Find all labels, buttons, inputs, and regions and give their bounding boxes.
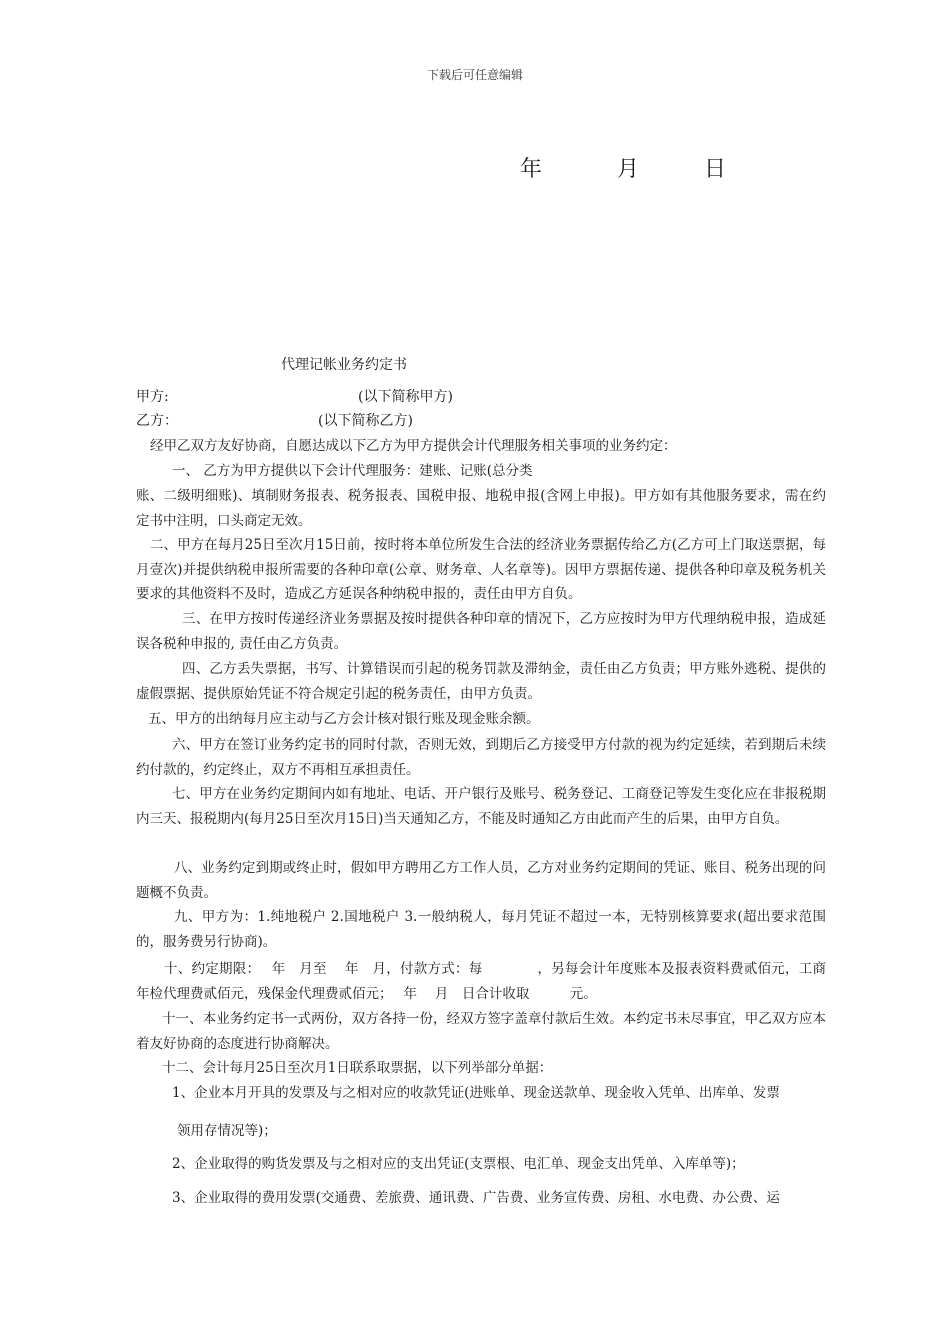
clause-4: 四、乙方丢失票据，书写、计算错误而引起的税务罚款及滞纳金，责任由乙方负责；甲方账外逃税、提供的虚假票据、提供原始凭证不符合规定引起的税务责任，由甲方负责。 xyxy=(136,661,826,702)
document-title: 代理记帐业务约定书 xyxy=(281,357,407,373)
clause-2: 二、甲方在每月25日至次月15日前，按时将本单位所发生合法的经济业务票据传给乙方(乙方可上门取送票据，每月壹次)并提供纳税申报所需要的各种印章(公章、财务章、人名章等)。因甲方票据传递、提供各种印章及税务机关要求的其他资料不及时，造成乙方延误各种纳税申报的，责任由甲方自负。 xyxy=(136,537,826,602)
clause-9: 九、甲方为：1.纯地税户 2.国地税户 3.一般纳税人，每月凭证不超过一本，无特别核算要求(超出要求范围的，服务费另行协商)。 xyxy=(136,909,826,950)
signing-date xyxy=(520,152,728,183)
date-year: 年 xyxy=(520,157,545,182)
clause-10: 十、约定期限： 年 月至 年 月，付款方式：每 ，另每会计年度账本及报表资料费贰佰元，工商年检代理费贰佰元，残保金代理费贰佰元； 年 月 日合计收取 元。 xyxy=(136,961,826,1002)
clause-1-first-line: 一、 乙方为甲方提供以下会计代理服务：建账、记账(总分类 xyxy=(172,463,533,479)
clause-6: 六、甲方在签订业务约定书的同时付款，否则无效，到期后乙方接受甲方付款的视为约定延续，若到期后未续约付款的，约定终止，双方不再相互承担责任。 xyxy=(136,737,826,778)
clause-5: 五、甲方的出纳每月应主动与乙方会计核对银行账及现金账余额。 xyxy=(148,711,540,727)
list-item-3: 3、企业取得的费用发票(交通费、差旅费、通讯费、广告费、业务宣传费、房租、水电费、办公费、运 xyxy=(172,1190,780,1206)
clause-7: 七、甲方在业务约定期间内如有地址、电话、开户银行及账号、税务登记、工商登记等发生变化应在非报税期内三天、报税期内(每月25日至次月15日)当天通知乙方，不能及时通知乙方由此而产生的后果，由甲方自负。 xyxy=(136,786,826,827)
date-day: 日 xyxy=(704,157,729,182)
intro-paragraph: 经甲乙双方友好协商，自愿达成以下乙方为甲方提供会计代理服务相关事项的业务约定： xyxy=(150,438,677,454)
clause-11: 十一、本业务约定书一式两份，双方各持一份，经双方签字盖章付款后生效。本约定书未尽事宜，甲乙双方应本着友好协商的态度进行协商解决。 xyxy=(136,1011,826,1052)
party-a-note: (以下简称甲方) xyxy=(358,389,453,405)
list-item-1: 1、企业本月开具的发票及与之相对应的收款凭证(进账单、现金送款单、现金收入凭单、出库单、发票 xyxy=(172,1085,780,1101)
clause-3: 三、在甲方按时传递经济业务票据及按时提供各种印章的情况下，乙方应按时为甲方代理纳税申报，造成延误各税种申报的, 责任由乙方负责。 xyxy=(136,611,826,652)
date-month: 月 xyxy=(617,157,642,182)
party-b-label: 乙方： xyxy=(136,413,178,429)
page-header: 下载后可任意编辑 xyxy=(426,68,523,82)
party-a-label: 甲方: xyxy=(136,389,169,405)
list-item-2: 2、企业取得的购货发票及与之相对应的支出凭证(支票根、电汇单、现金支出凭单、入库单等)； xyxy=(172,1156,745,1172)
clause-8: 八、业务约定到期或终止时，假如甲方聘用乙方工作人员，乙方对业务约定期间的凭证、账目、税务出现的问题概不负责。 xyxy=(136,860,826,901)
party-b-note: (以下简称乙方) xyxy=(318,413,413,429)
clause-12: 十二、会计每月25日至次月1日联系取票据，以下列举部分单据： xyxy=(162,1060,553,1076)
clause-1-body: 账、二级明细账)、填制财务报表、税务报表、国税申报、地税申报(含网上申报)。甲方如有其他服务要求，需在约定书中注明，口头商定无效。 xyxy=(136,488,826,529)
list-item-1-continued: 领用存情况等)； xyxy=(177,1123,277,1139)
